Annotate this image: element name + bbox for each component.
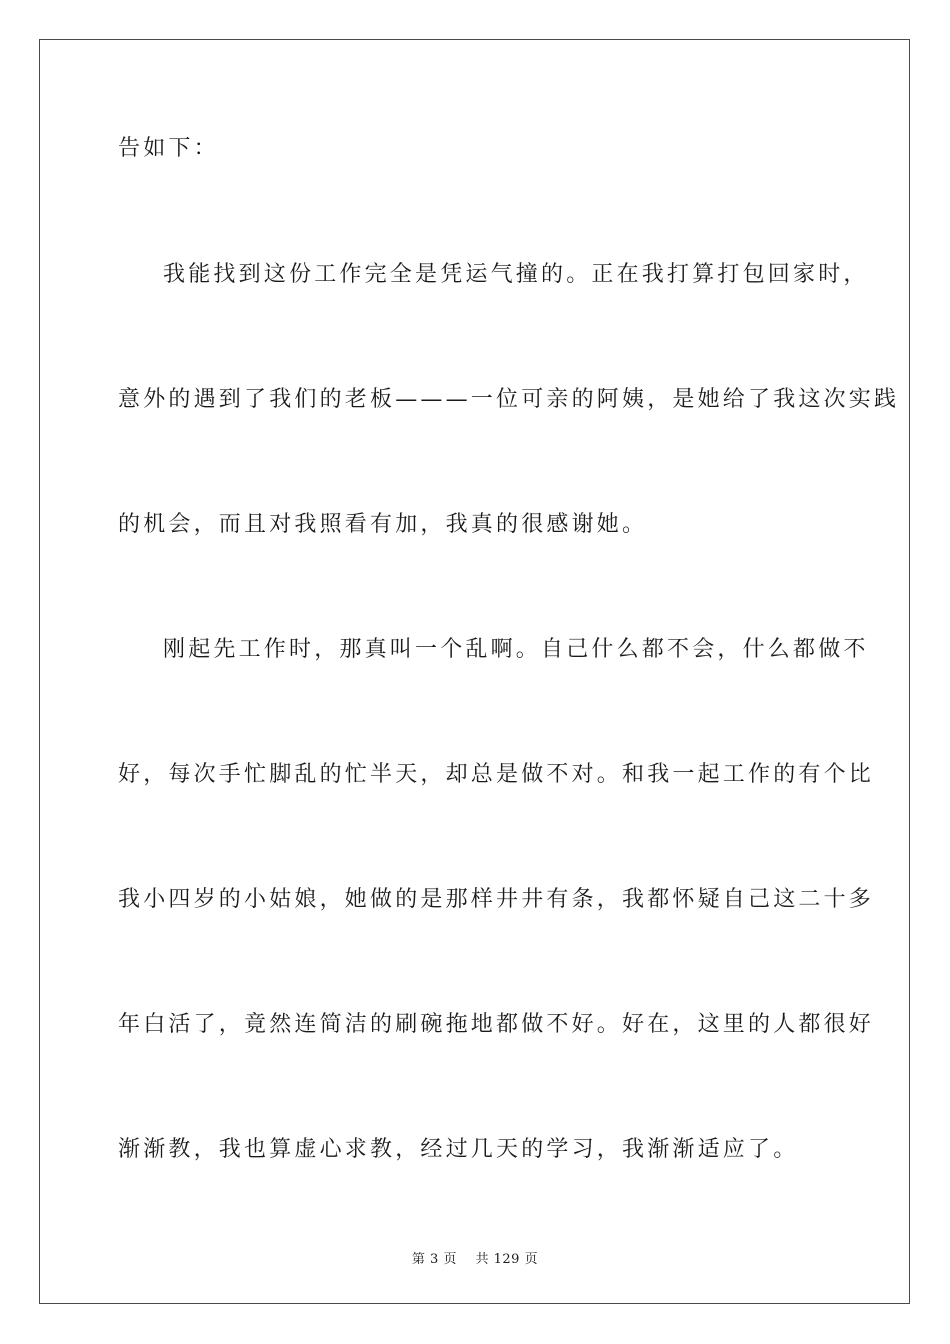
body-line-5: 刚起先工作时，那真叫一个乱啊。自己什么都不会，什么都做不 <box>163 637 869 662</box>
body-line-2: 我能找到这份工作完全是凭运气撞的。正在我打算打包回家时， <box>163 262 869 287</box>
body-line-4: 的机会，而且对我照看有加，我真的很感谢她。 <box>118 512 648 537</box>
body-line-6: 好，每次手忙脚乱的忙半天，却总是做不对。和我一起工作的有个比 <box>118 762 875 787</box>
body-line-9: 渐渐教，我也算虚心求教，经过几天的学习，我渐渐适应了。 <box>118 1137 799 1162</box>
body-line-8: 年白活了，竟然连简洁的刷碗拖地都做不好。好在，这里的人都很好 <box>118 1012 875 1037</box>
body-line-1: 告如下： <box>118 136 219 161</box>
page-frame <box>39 39 910 1304</box>
body-line-3: 意外的遇到了我们的老板———一位可亲的阿姨，是她给了我这次实践 <box>118 387 900 412</box>
body-line-7: 我小四岁的小姑娘，她做的是那样井井有条，我都怀疑自己这二十多 <box>118 887 875 912</box>
page-footer: 第 3 页 共 129 页 <box>411 1252 539 1267</box>
